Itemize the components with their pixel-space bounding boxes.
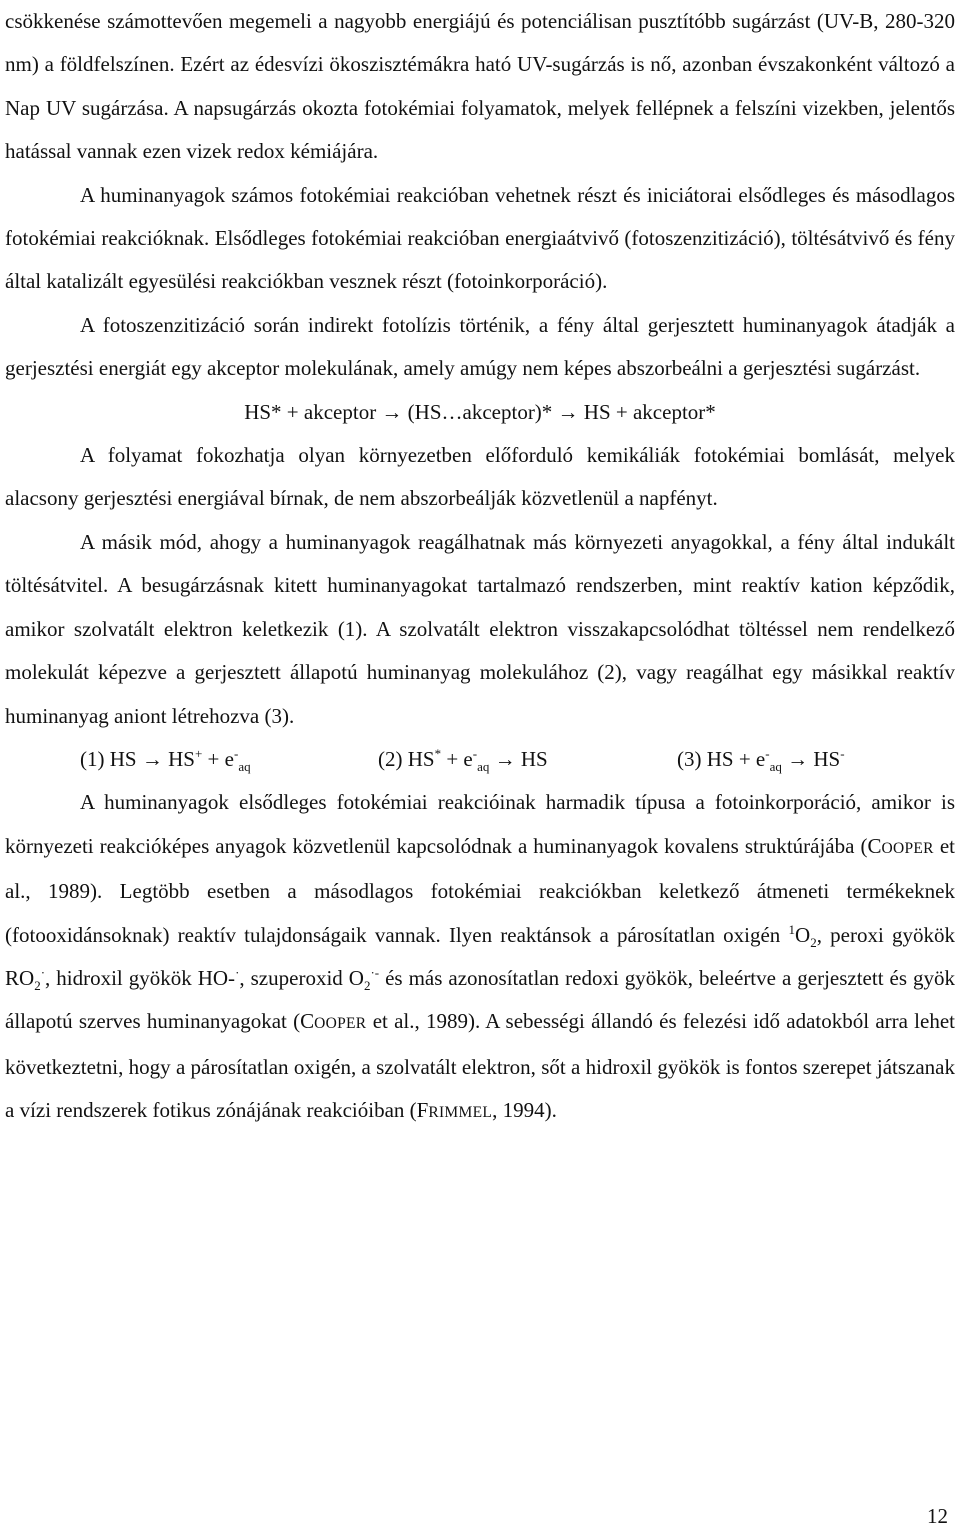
paragraph-1: csökkenése számottevően megemeli a nagyobb energiájú és potenciálisan pusztítóbb sugárzást (UV-B, 280-320 nm) a földfelszínen. Ezért az édesvízi ökoszisztémákra ható UV-sugárzás is nő, azonban évszakonként változó a Nap UV sugárzása. A napsugárzás okozta fotokémiai folyamatok, melyek fellépnek a felszíni vizekben, jelentős hatással vannak ezen vizek redox kémiájára. — [5, 9, 955, 164]
paragraph-3: A fotoszenzitizáció során indirekt fotolízis történik, a fény által gerjesztett huminanyagok átadják a gerjesztési energiát egy akceptor molekulának, amely amúgy nem képes abszorbeálni a gerjesztési sugárzást. — [5, 312, 955, 381]
equation-photosensitization: HS* + akceptor → (HS…akceptor)* → HS + akceptor* — [244, 399, 716, 424]
paragraph-5: A másik mód, ahogy a huminanyagok reagálhatnak más környezeti anyagokkal, a fény által indukált töltésátvitel. A besugárzásnak kitett huminanyagokat tartalmazó rendszerben, mint reaktív kation képződik, amikor szolvatált elektron keletkezik (1). A szolvatált elektron visszakapcsolódhat töltéssel nem rendelkező molekulát képezve a gerjesztett állapotú huminanyag molekulához (2), vagy reagálhat egy másikkal reaktív huminanyag aniont létrehozva (3). — [5, 529, 955, 728]
paragraph-6: A huminanyagok elsődleges fotokémiai reakcióinak harmadik típusa a fotoinkorporáció, amikor is környezeti reakcióképes anyagok közvetlenül kapcsolódnak a huminanyagok kovalens struktúrájába (COOPER et al., 1989). Legtöbb esetben a másodlagos fotokémiai reakciókban keletkező átmeneti termékeknek (fotooxidánsoknak) reaktív tulajdonságaik vannak. Ilyen reaktánsok a párosítatlan oxigén $^1O_2$, peroxi gyökök $RO_2^\cdot$, hidroxil gyökök HO-·, szuperoxid $O_2^{\cdot-}$ és más azonosítatlan redoxi gyökök, beleértve a gerjesztett és gyök állapotú szerves huminanyagokat (COOPER et al., 1989). A sebességi állandó és felezési idő adatokból arra lehet következtetni, hogy a párosítatlan oxigén, a szolvatált elektron, sőt a hidroxil gyökök is fontos szerepet játszanak a vízi rendszerek fotikus zónájának reakcióiban (FRIMMEL, 1994). — [5, 790, 956, 1123]
paragraph-4: A folyamat fokozhatja olyan környezetben előforduló kemikáliák fotokémiai bomlását, melyek alacsony gerjesztési energiával bírnak, de nem abszorbeálják közvetlenül a napfényt. — [5, 443, 955, 511]
reaction-1: (1) HS → $HS^+ + e^-_{aq}$ — [80, 745, 251, 775]
document-page — [5, 0, 955, 1135]
page-number: 12 — [927, 1504, 948, 1528]
reaction-2: (2) $HS^* + e^-_{aq}$ → HS — [378, 745, 548, 775]
reaction-3: (3) HS + $e^-_{aq} \to HS^-$ — [677, 745, 845, 775]
paragraph-2: A huminanyagok számos fotokémiai reakcióban vehetnek részt és iniciátorai elsődleges és másodlagos fotokémiai reakcióknak. Elsődleges fotokémiai reakcióban energiaátvivő (fotoszenzitizáció), töltésátvivő és fény által katalizált egyesülési reakciókban vesznek részt (fotoinkorporáció). — [5, 182, 955, 294]
reaction-equations — [5, 738, 955, 781]
